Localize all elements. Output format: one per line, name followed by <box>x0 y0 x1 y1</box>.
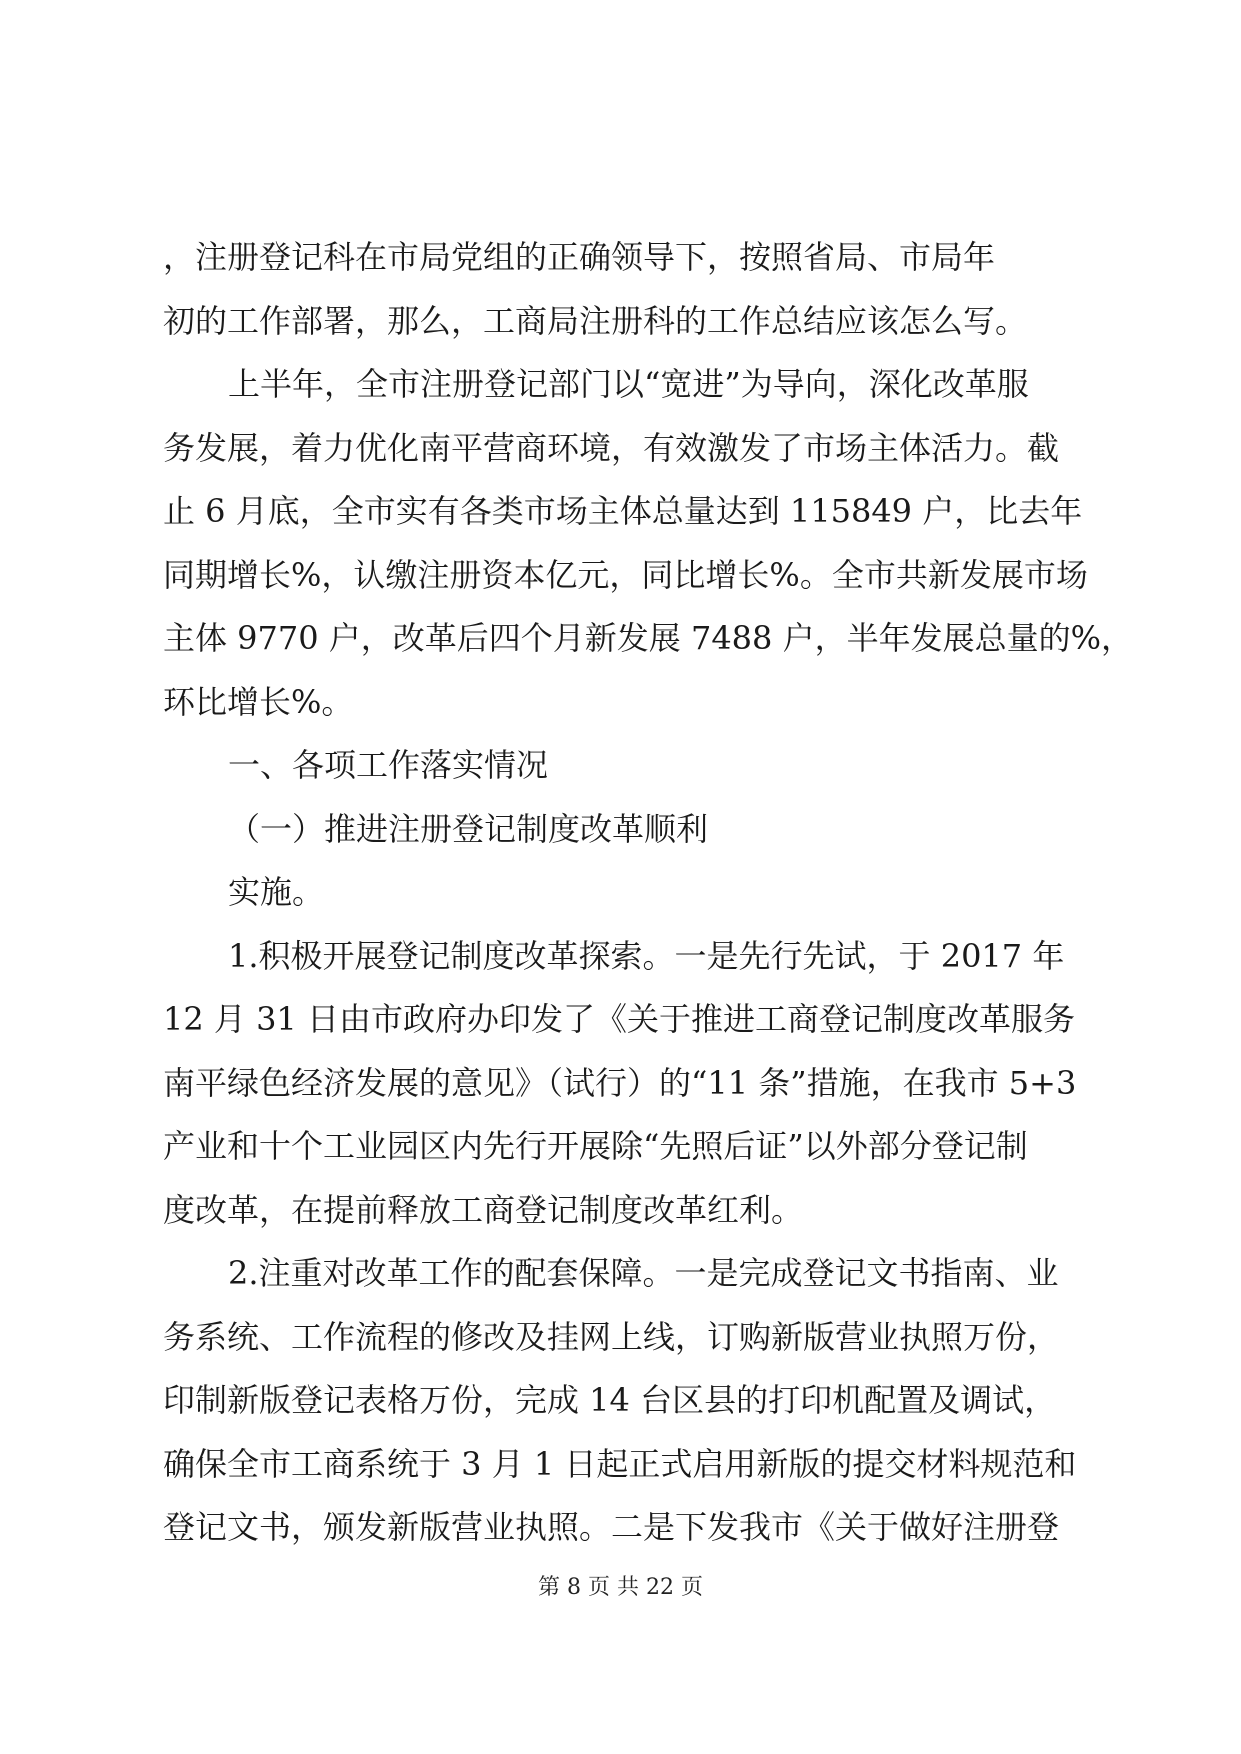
text-line: 1.积极开展登记制度改革探索。一是先行先试，于 2017 年 <box>228 936 1065 975</box>
text-line: 确保全市工商系统于 3 月 1 日起正式启用新版的提交材料规范和 <box>163 1444 1077 1483</box>
text-line: 环比增长%。 <box>163 682 354 721</box>
text-line: 登记文书，颁发新版营业执照。二是下发我市《关于做好注册登 <box>163 1508 1060 1546</box>
text-line: ，注册登记科在市局党组的正确领导下，按照省局、市局年 <box>163 238 996 276</box>
text-line: 12 月 31 日由市政府办印发了《关于推进工商登记制度改革服务 <box>163 1000 1075 1038</box>
text-line: 南平绿色经济发展的意见》（试行）的“11 条”措施，在我市 5+3 <box>163 1063 1077 1102</box>
text-line: 同期增长%，认缴注册资本亿元，同比增长%。全市共新发展市场 <box>163 555 1088 594</box>
text-line: 实施。 <box>228 873 325 911</box>
text-line: 印制新版登记表格万份，完成 14 台区县的打印机配置及调试， <box>163 1381 1057 1419</box>
text-line: 度改革，在提前释放工商登记制度改革红利。 <box>163 1190 804 1229</box>
text-line: 2.注重对改革工作的配套保障。一是完成登记文书指南、业 <box>228 1254 1059 1292</box>
text-line: 上半年，全市注册登记部门以“宽进”为导向，深化改革服 <box>228 365 1029 403</box>
text-line: 产业和十个工业园区内先行开展除“先照后证”以外部分登记制 <box>163 1127 1028 1165</box>
text-line: 初的工作部署，那么，工商局注册科的工作总结应该怎么写。 <box>163 301 1028 340</box>
text-line: 务发展，着力优化南平营商环境，有效激发了市场主体活力。截 <box>163 428 1060 467</box>
text-line: 止 6 月底，全市实有各类市场主体总量达到 115849 户，比去年 <box>163 492 1083 530</box>
subsection-heading: （一）推进注册登记制度改革顺利 <box>228 809 709 848</box>
document-body <box>163 226 1133 1560</box>
text-line: 务系统、工作流程的修改及挂网上线，订购新版营业执照万份， <box>163 1317 1060 1356</box>
section-heading: 一、各项工作落实情况 <box>228 746 549 784</box>
text-line: 主体 9770 户，改革后四个月新发展 7488 户，半年发展总量的%， <box>163 619 1133 657</box>
page-footer <box>0 1570 1241 1601</box>
page-number: 第 8 页 共 22 页 <box>538 1575 703 1600</box>
